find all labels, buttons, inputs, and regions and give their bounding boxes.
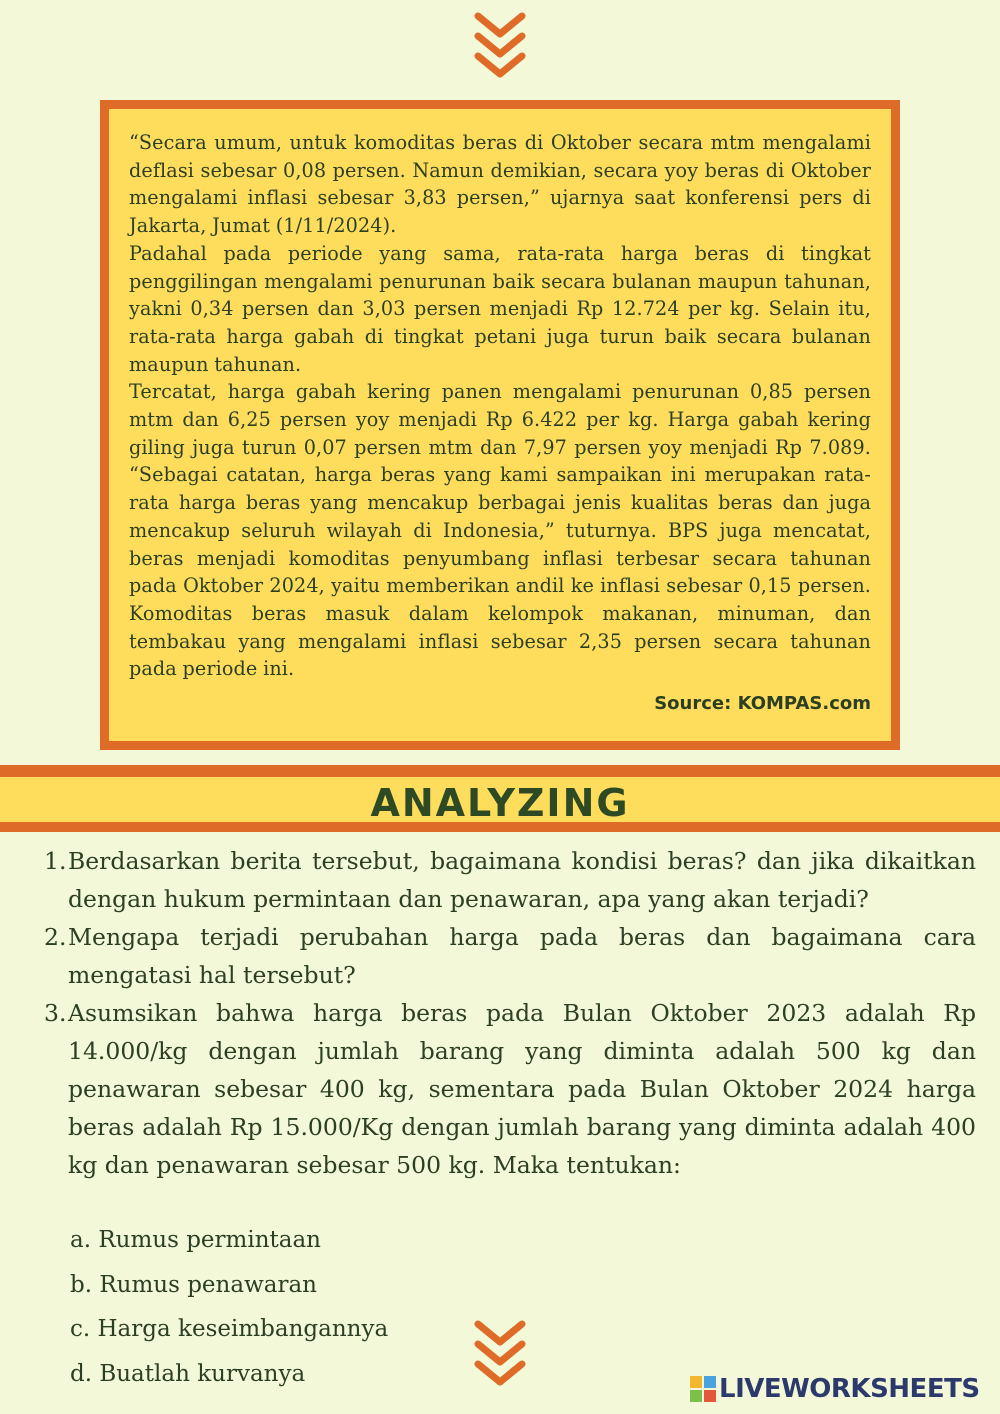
question-item — [38, 918, 976, 994]
liveworksheets-logo-icon — [690, 1376, 716, 1402]
subquestion-item: a. Rumus permintaan — [70, 1227, 321, 1253]
subquestion-item: c. Harga keseimbangannya — [70, 1316, 389, 1342]
question-text: Mengapa terjadi perubahan harga pada beras dan bagaimana cara mengatasi hal tersebut? — [68, 923, 976, 989]
question-number: 2. — [44, 923, 67, 951]
subquestion-item: d. Buatlah kurvanya — [70, 1360, 306, 1387]
question-item — [38, 842, 976, 918]
article-paragraph: Padahal pada periode yang sama, rata-rata harga beras di tingkat penggilingan mengalami penurunan baik secara bulanan maupun tahunan, yakni 0,34 persen dan 3,03 persen menjadi Rp 12.724 per kg. Selain itu, rata-rata harga gabah di tingkat petani juga turun baik secara bulanan maupun tahunan. — [129, 241, 871, 376]
article-paragraph: Tercatat, harga gabah kering panen mengalami penurunan 0,85 persen mtm dan 6,25 persen yoy menjadi Rp 6.422 per kg. Harga gabah kering giling juga turun 0,07 persen mtm dan 7,97 persen yoy menjadi Rp 7.089. “Sebagai catatan, harga beras yang kami sampaikan ini merupakan rata-rata harga beras yang mencakup berbagai jenis kualitas beras dan juga mencakup seluruh wilayah di Indonesia,” tuturnya. BPS juga mencatat, beras menjadi komoditas penyumbang inflasi terbesar secara tahunan pada Oktober 2024, yaitu memberikan andil ke inflasi sebesar 0,15 persen. Komoditas beras masuk dalam kelompok makanan, minuman, dan tembakau yang mengalami inflasi sebesar 2,35 persen secara tahunan pada periode ini. — [129, 380, 871, 681]
subquestion-list — [70, 1218, 388, 1396]
article-paragraph: “Secara umum, untuk komoditas beras di Oktober secara mtm mengalami deflasi sebesar 0,08 persen. Namun demikian, secara yoy beras di Oktober mengalami inflasi sebesar 3,83 persen,” ujarnya saat konferensi pers di Jakarta, Jumat (1/11/2024). — [129, 131, 871, 238]
section-header-band — [0, 765, 1000, 832]
double-chevron-down-icon — [472, 10, 528, 82]
question-item — [38, 994, 976, 1184]
question-number: 3. — [44, 999, 67, 1027]
section-title: ANALYZING — [370, 781, 630, 825]
logo-text: LIVEWORKSHEETS — [719, 1374, 980, 1404]
article-source: Source: KOMPAS.com — [654, 693, 871, 715]
double-chevron-down-icon — [472, 1318, 528, 1390]
liveworksheets-logo[interactable] — [690, 1374, 980, 1404]
question-text: Berdasarkan berita tersebut, bagaimana kondisi beras? dan jika dikaitkan dengan hukum permintaan dan penawaran, apa yang akan terjadi? — [68, 847, 976, 913]
question-text: Asumsikan bahwa harga beras pada Bulan Oktober 2023 adalah Rp 14.000/kg dengan jumlah barang yang diminta adalah 500 kg dan penawaran sebesar 400 kg, sementara pada Bulan Oktober 2024 harga beras adalah Rp 15.000/Kg dengan jumlah barang yang diminta adalah 400 kg dan penawaran sebesar 500 kg. Maka tentukan: — [68, 999, 976, 1179]
question-number: 1. — [44, 847, 67, 875]
subquestion-item: b. Rumus penawaran — [70, 1271, 317, 1298]
question-list — [38, 842, 976, 1184]
news-article-box — [100, 100, 900, 750]
